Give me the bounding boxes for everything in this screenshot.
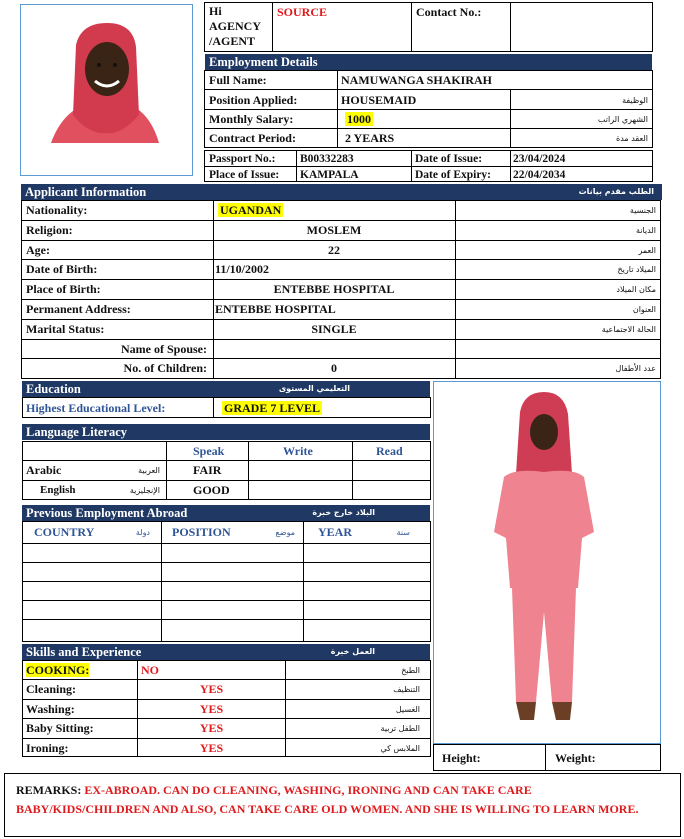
lang-arabic: Arabic <box>26 463 62 477</box>
applicant-label: Permanent Address: <box>26 302 131 316</box>
applicant-value: 0 <box>331 361 337 376</box>
applicant-value: 11/10/2002 <box>215 262 270 277</box>
lang-arabic-ar: العربية <box>138 466 160 475</box>
applicant-label-ar: عدد الأطفال <box>615 364 656 374</box>
full-name-value: NAMUWANGA SHAKIRAH <box>341 73 493 87</box>
position-ar: الوظيفة <box>622 96 648 105</box>
contract-label: Contract Period: <box>209 131 296 145</box>
applicant-value: 22 <box>328 242 340 257</box>
salary-value: 1000 <box>347 112 371 126</box>
contact-label: Contact No.: <box>416 5 482 19</box>
full-body-photo <box>433 381 661 744</box>
passport-value: B00332283 <box>300 153 354 165</box>
lang-header-read: Read <box>376 444 403 458</box>
skill-value: YES <box>199 740 224 755</box>
lang-arabic-speak: FAIR <box>193 463 222 477</box>
applicant-label: Date of Birth: <box>26 262 98 277</box>
applicant-label: Place of Birth: <box>26 282 101 297</box>
education-level-value: GRADE 7 LEVEL <box>224 401 321 415</box>
applicant-value: MOSLEM <box>306 222 362 237</box>
skill-value: YES <box>199 721 224 736</box>
applicant-info-ar: الطلب مقدم بيانات <box>578 187 654 196</box>
lang-english: English <box>40 484 76 496</box>
skills-bar: Skills and Experience العمل خبرة <box>22 644 430 660</box>
applicant-value: ENTEBBE HOSPITAL <box>273 282 395 297</box>
expiry-label: Date of Expiry: <box>415 169 492 181</box>
height-label: Height: <box>442 751 481 765</box>
applicant-label: Marital Status: <box>26 321 105 336</box>
skills-ar: العمل خبرة <box>330 647 375 656</box>
language-bar: Language Literacy <box>22 424 430 440</box>
issue-place-value: KAMPALA <box>300 169 359 181</box>
previous-employment-bar: Previous Employment Abroad البلاد خارج خبرة <box>22 505 430 521</box>
applicant-label: Nationality: <box>26 203 88 217</box>
skill-label-ar: التنظيف <box>393 685 420 695</box>
expiry-value: 22/04/2034 <box>513 169 566 181</box>
applicant-label-ar: العمر <box>638 245 656 255</box>
skill-label: Cleaning: <box>26 682 77 697</box>
headshot-image <box>21 5 192 175</box>
weight-label: Weight: <box>555 751 596 765</box>
applicant-label-ar: الميلاد تاريخ <box>617 265 656 275</box>
applicant-label-ar: العنوان <box>632 305 656 314</box>
agency-label: Hi AGENCY /AGENT <box>209 4 262 48</box>
skill-label-ar: الطبخ <box>401 666 420 675</box>
skill-value: YES <box>199 701 224 716</box>
applicant-label: Religion: <box>26 222 73 237</box>
skill-label: Ironing: <box>26 740 69 755</box>
applicant-label: No. of Children: <box>123 361 207 376</box>
education-ar: التعليمي المستوى <box>278 384 350 393</box>
prev-header-position: POSITION <box>172 525 231 539</box>
full-name-label: Full Name: <box>209 73 267 87</box>
issue-date-value: 23/04/2024 <box>513 153 566 165</box>
prev-header-year: YEAR <box>318 525 353 539</box>
skill-label-ar: الغسيل <box>395 704 420 714</box>
full-body-image <box>434 382 660 743</box>
prev-header-country-ar: دولة <box>135 528 150 537</box>
employment-details-bar: Employment Details <box>205 54 652 70</box>
source-label: SOURCE <box>277 5 328 19</box>
passport-label: Passport No.: <box>209 153 276 165</box>
prev-header-year-ar: سنة <box>396 528 410 537</box>
lang-header-speak: Speak <box>193 444 225 458</box>
lang-header-write: Write <box>283 444 313 458</box>
previous-employment-ar: البلاد خارج خبرة <box>312 508 375 517</box>
education-level-label: Highest Educational Level: <box>26 401 166 415</box>
issue-date-label: Date of Issue: <box>415 153 483 165</box>
applicant-label: Name of Spouse: <box>121 341 207 356</box>
applicant-label: Age: <box>26 242 50 257</box>
lang-english-ar: الإنجليزية <box>129 486 160 495</box>
contract-ar: العقد مدة <box>616 134 648 143</box>
position-label: Position Applied: <box>209 93 298 107</box>
applicant-label-ar: الحالة الاجتماعية <box>601 324 656 334</box>
applicant-label-ar: الجنسية <box>629 206 656 215</box>
applicant-value: ENTEBBE HOSPITAL <box>215 302 336 316</box>
contract-value: 2 YEARS <box>345 131 395 145</box>
prev-header-country: COUNTRY <box>34 525 95 539</box>
skill-label: Washing: <box>26 701 75 716</box>
remarks-line1: EX-ABROAD. CAN DO CLEANING, WASHING, IRONING AND CAN TAKE CARE <box>84 783 532 797</box>
applicant-info-bar: Applicant Information الطلب مقدم بيانات <box>21 184 662 200</box>
position-value: HOUSEMAID <box>341 93 417 107</box>
applicant-value: SINGLE <box>311 321 357 336</box>
applicant-label-ar: مكان الميلاد <box>616 285 656 295</box>
skill-label: Baby Sitting: <box>26 721 94 736</box>
skill-value: NO <box>141 663 159 677</box>
skill-label-ar: الطفل تربية <box>380 724 420 734</box>
education-bar: Education التعليمي المستوى <box>22 381 430 397</box>
remarks-text <box>16 781 638 819</box>
lang-english-speak: GOOD <box>193 483 230 497</box>
skill-value: YES <box>199 682 224 697</box>
salary-label: Monthly Salary: <box>209 112 294 126</box>
skill-label: COOKING: <box>26 663 90 677</box>
applicant-value: UGANDAN <box>220 203 282 217</box>
headshot-photo <box>20 4 193 176</box>
remarks-label: REMARKS: <box>16 783 82 797</box>
skill-label-ar: الملابس كي <box>380 743 420 753</box>
prev-header-position-ar: موضع <box>275 528 295 537</box>
salary-ar: الشهري الراتب <box>597 115 648 124</box>
applicant-label-ar: الديانة <box>635 225 656 235</box>
remarks-line2: BABY/KIDS/CHILDREN AND ALSO, CAN TAKE CARE OLD WOMEN. AND SHE IS WILLING TO LEARN MORE. <box>16 802 639 816</box>
issue-place-label: Place of Issue: <box>209 169 280 181</box>
